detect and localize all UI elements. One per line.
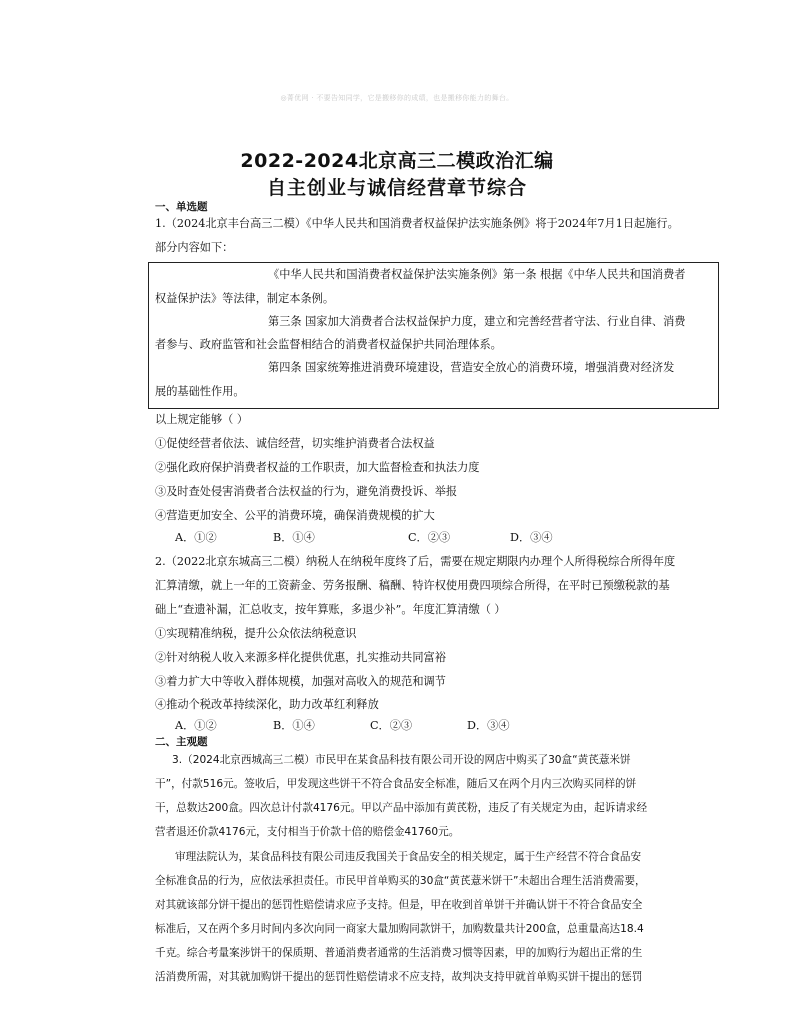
q2-stem-line3: 础上“查遗补漏，汇总收支，按年算账，多退少补”。年度汇算清缴（ ） — [155, 603, 506, 616]
q1-box-line: 展的基础性作用。 — [155, 385, 245, 398]
q1-option-d[interactable]: D．③④ — [510, 531, 553, 544]
q2-option-a[interactable]: A．①② — [175, 719, 217, 732]
q2-item-2: ②针对纳税人收入来源多样化提供优惠，扎实推动共同富裕 — [155, 651, 446, 664]
q3-para2-line2: 全标准食品的行为，应依法承担责任。市民甲首单购买的30盒“黄芪薏米饼干”未超出合理生活消费需要， — [155, 875, 646, 887]
q3-para1-line2: 干”，付款516元。签收后，甲发现这些饼干不符合食品安全标准，随后又在两个月内三次购买同样的饼 — [155, 778, 637, 790]
q1-item-1: ①促使经营者依法、诚信经营，切实维护消费者合法权益 — [155, 437, 435, 450]
q1-question: 以上规定能够（ ） — [155, 413, 249, 426]
q3-para2-line4: 标准后，又在两个多月时间内多次向同一商家大量加购同款饼干，加购数量共计200盒，总重量高达18.4 — [155, 923, 644, 935]
q2-stem-line2: 汇算清缴，就上一年的工资薪金、劳务报酬、稿酬、特许权使用费四项综合所得，在平时已预缴税款的基 — [155, 579, 670, 592]
q1-option-c[interactable]: C．②③ — [408, 531, 451, 544]
q3-para1-line4: 营者退还价款4176元，支付相当于价款十倍的赔偿金41760元。 — [155, 826, 460, 838]
q1-stem-line2: 部分内容如下： — [155, 241, 234, 254]
doc-title-line2: 自主创业与诚信经营章节综合 — [266, 177, 527, 199]
q2-stem-line1: 2.（2022北京东城高三二模）纳税人在纳税年度终了后，需要在规定期限内办理个人所得税综合所得年度 — [155, 555, 676, 568]
q1-item-3: ③及时查处侵害消费者合法权益的行为，避免消费投诉、举报 — [155, 485, 458, 498]
q2-option-c[interactable]: C．②③ — [370, 719, 413, 732]
q1-option-a[interactable]: A．①② — [175, 531, 217, 544]
q1-box-line: 第四条 国家统筹推进消费环境建设，营造安全放心的消费环境，增强消费对经济发 — [268, 361, 675, 374]
q1-item-2: ②强化政府保护消费者权益的工作职责，加大监督检查和执法力度 — [155, 461, 480, 474]
q2-option-d[interactable]: D．③④ — [467, 719, 510, 732]
q3-para2-line5: 千克。综合考量案涉饼干的保质期、普通消费者通常的生活消费习惯等因素，甲的加购行为超出正常的生 — [155, 947, 643, 959]
q1-quote-box — [148, 262, 719, 409]
q1-box-line: 第三条 国家加大消费者合法权益保护力度，建立和完善经营者守法、行业自律、消费 — [268, 315, 686, 328]
q1-box-line: 者参与、政府监管和社会监督相结合的消费者权益保护共同治理体系。 — [155, 338, 502, 351]
doc-title-line1: 2022-2024北京高三二模政治汇编 — [240, 150, 554, 172]
q1-stem-line1: 1.（2024北京丰台高三二模）《中华人民共和国消费者权益保护法实施条例》将于2024年7月1日起施行。 — [155, 217, 679, 230]
section-heading-subjective: 二、主观题 — [155, 736, 208, 748]
q3-para2-line1: 审理法院认为，某食品科技有限公司违反我国关于食品安全的相关规定，属于生产经营不符合食品安 — [175, 851, 642, 863]
q2-item-4: ④推动个税改革持续深化，助力改革红利释放 — [155, 698, 379, 711]
q1-box-line: 《中华人民共和国消费者权益保护法实施条例》第一条 根据《中华人民共和国消费者 — [268, 268, 686, 281]
q3-para2-line6: 活消费所需，对其就加购饼干提出的惩罚性赔偿请求不应支持，故判决支持甲就首单购买饼干提出的惩罚 — [155, 971, 643, 983]
q2-option-b[interactable]: B．①④ — [273, 719, 315, 732]
section-heading-single-choice: 一、单选题 — [155, 201, 208, 213]
q3-para1-line3: 干，总数达200盒。四次总计付款4176元。甲以产品中添加有黄芪粉，违反了有关规定为由，起诉请求经 — [155, 802, 648, 814]
q1-option-b[interactable]: B．①④ — [273, 531, 315, 544]
q2-item-1: ①实现精准纳税，提升公众依法纳税意识 — [155, 627, 357, 640]
watermark-text: ◎菁优网 · 不要告知同学，它是搬移你的成绩，也是搬移你能力的舞台。 — [280, 94, 514, 102]
q2-item-3: ③着力扩大中等收入群体规模，加强对高收入的规范和调节 — [155, 675, 446, 688]
q1-item-4: ④营造更加安全、公平的消费环境，确保消费规模的扩大 — [155, 509, 435, 522]
q3-para1-line1: 3.（2024北京西城高三二模）市民甲在某食品科技有限公司开设的网店中购买了30盒“黄芪薏米饼 — [172, 754, 631, 766]
q1-box-line: 权益保护法》等法律，制定本条例。 — [155, 292, 335, 305]
q3-para2-line3: 对其就该部分饼干提出的惩罚性赔偿请求应予支持。但是，甲在收到首单饼干并确认饼干不符合食品安全 — [155, 899, 643, 911]
